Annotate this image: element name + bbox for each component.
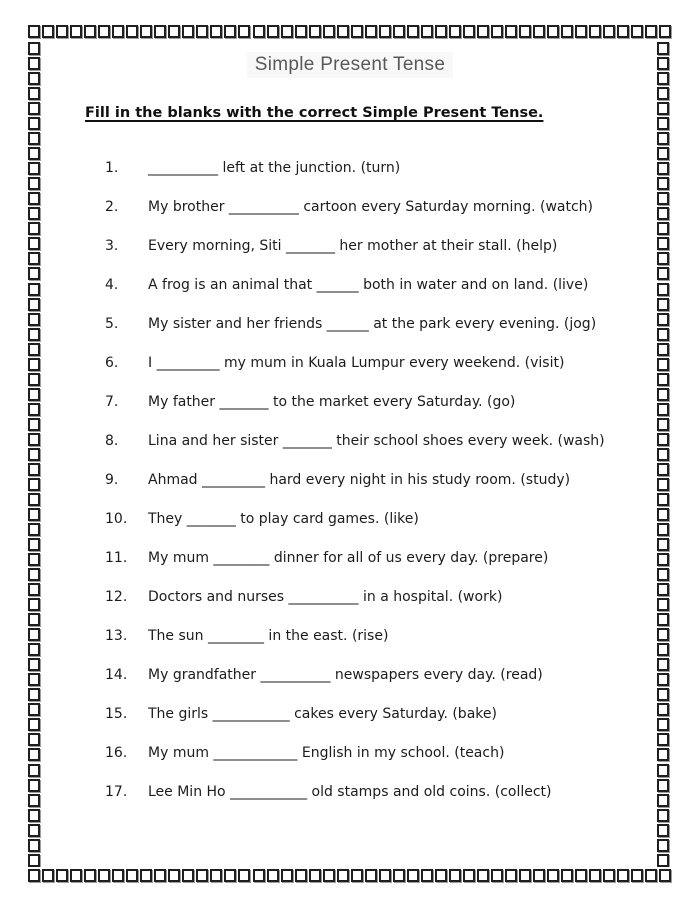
border-square [28, 72, 40, 85]
border-square [140, 25, 152, 38]
border-square [631, 25, 643, 38]
border-square [28, 418, 40, 431]
item-number: 16. [105, 745, 128, 761]
worksheet-item [85, 744, 615, 762]
border-square [657, 463, 669, 476]
worksheet-item [85, 627, 615, 645]
border-square [657, 433, 669, 446]
border-square [28, 463, 40, 476]
border-square [533, 25, 545, 38]
item-number: 13. [105, 628, 128, 644]
border-square [657, 42, 669, 55]
border-square [491, 869, 503, 882]
border-square [657, 764, 669, 777]
border-square [657, 598, 669, 611]
border-square [657, 854, 669, 867]
border-square [70, 25, 82, 38]
border-square [657, 628, 669, 641]
item-text: My mum ____________ English in my school. (teach) [148, 745, 505, 761]
border-square [561, 25, 573, 38]
decorative-border-left [28, 42, 43, 867]
border-square [657, 658, 669, 671]
border-square [477, 869, 489, 882]
border-square [365, 869, 377, 882]
item-number: 9. [105, 472, 119, 488]
border-square [28, 87, 40, 100]
border-square [28, 192, 40, 205]
border-square [657, 673, 669, 686]
border-square [393, 869, 405, 882]
border-square [140, 869, 152, 882]
worksheet-item [85, 471, 615, 489]
border-square [657, 147, 669, 160]
border-square [337, 869, 349, 882]
border-square [28, 779, 40, 792]
border-square [547, 25, 559, 38]
border-square [657, 508, 669, 521]
border-square [28, 628, 40, 641]
decorative-border-bottom [28, 869, 672, 884]
item-text: __________ left at the junction. (turn) [148, 160, 401, 176]
border-square [657, 328, 669, 341]
border-square [28, 358, 40, 371]
border-square [28, 613, 40, 626]
border-square [617, 25, 629, 38]
border-square [463, 25, 475, 38]
border-square [28, 598, 40, 611]
instruction-text: Fill in the blanks with the correct Simple Present Tense. [85, 105, 544, 121]
border-square [631, 869, 643, 882]
border-square [575, 25, 587, 38]
border-square [126, 869, 138, 882]
item-text: A frog is an animal that ______ both in water and on land. (live) [148, 277, 589, 293]
item-number: 7. [105, 394, 119, 410]
border-square [28, 854, 40, 867]
border-square [224, 869, 236, 882]
border-square [28, 658, 40, 671]
border-square [657, 298, 669, 311]
border-square [267, 869, 279, 882]
border-square [657, 252, 669, 265]
border-square [28, 869, 40, 882]
border-square [28, 643, 40, 656]
border-square [657, 102, 669, 115]
border-square [196, 869, 208, 882]
border-square [657, 748, 669, 761]
border-square [28, 478, 40, 491]
border-square [657, 72, 669, 85]
border-square [295, 25, 307, 38]
border-square [491, 25, 503, 38]
border-square [351, 25, 363, 38]
border-square [56, 25, 68, 38]
border-square [421, 869, 433, 882]
border-square [323, 869, 335, 882]
border-square [657, 478, 669, 491]
border-square [657, 523, 669, 536]
border-square [477, 25, 489, 38]
border-square [657, 643, 669, 656]
border-square [84, 869, 96, 882]
border-square [519, 869, 531, 882]
worksheet-item [85, 159, 615, 177]
border-square [547, 869, 559, 882]
border-square [505, 25, 517, 38]
border-square [28, 313, 40, 326]
border-square [617, 869, 629, 882]
border-square [42, 25, 54, 38]
border-square [657, 313, 669, 326]
border-square [28, 207, 40, 220]
border-square [28, 688, 40, 701]
border-square [168, 869, 180, 882]
border-square [657, 794, 669, 807]
border-square [28, 117, 40, 130]
border-square [657, 824, 669, 837]
border-square [28, 373, 40, 386]
item-number: 5. [105, 316, 119, 332]
border-square [28, 177, 40, 190]
worksheet-item [85, 432, 615, 450]
border-square [645, 869, 657, 882]
border-square [28, 42, 40, 55]
border-square [28, 809, 40, 822]
border-square [519, 25, 531, 38]
border-square [210, 25, 222, 38]
border-square [393, 25, 405, 38]
border-square [657, 568, 669, 581]
border-square [154, 25, 166, 38]
worksheet-item [85, 588, 615, 606]
border-square [42, 869, 54, 882]
border-square [28, 343, 40, 356]
border-square [28, 147, 40, 160]
border-square [659, 25, 671, 38]
item-text: The girls ___________ cakes every Saturday. (bake) [148, 706, 497, 722]
worksheet-item [85, 237, 615, 255]
border-square [112, 25, 124, 38]
border-square [28, 538, 40, 551]
border-square [657, 177, 669, 190]
decorative-border-top [28, 25, 672, 40]
border-square [28, 523, 40, 536]
border-square [657, 718, 669, 731]
border-square [657, 613, 669, 626]
item-text: Lina and her sister _______ their school shoes every week. (wash) [148, 433, 605, 449]
border-square [657, 283, 669, 296]
item-text: Ahmad _________ hard every night in his study room. (study) [148, 472, 571, 488]
border-square [28, 448, 40, 461]
item-number: 4. [105, 277, 119, 293]
border-square [589, 25, 601, 38]
border-square [309, 869, 321, 882]
item-number: 14. [105, 667, 128, 683]
item-text: The sun ________ in the east. (rise) [148, 628, 389, 644]
border-square [253, 869, 265, 882]
border-square [267, 25, 279, 38]
border-square [435, 25, 447, 38]
border-square [365, 25, 377, 38]
item-number: 10. [105, 511, 128, 527]
border-square [657, 358, 669, 371]
border-square [603, 869, 615, 882]
border-square [154, 869, 166, 882]
border-square [657, 553, 669, 566]
item-number: 11. [105, 550, 128, 566]
border-square [28, 328, 40, 341]
border-square [337, 25, 349, 38]
worksheet-item [85, 510, 615, 528]
item-number: 1. [105, 160, 119, 176]
border-square [28, 267, 40, 280]
border-square [28, 283, 40, 296]
border-square [28, 508, 40, 521]
border-square [657, 418, 669, 431]
border-square [28, 764, 40, 777]
border-square [28, 25, 40, 38]
border-square [28, 824, 40, 837]
border-square [28, 162, 40, 175]
border-square [28, 493, 40, 506]
border-square [657, 117, 669, 130]
border-square [657, 222, 669, 235]
border-square [28, 583, 40, 596]
border-square [210, 869, 222, 882]
item-text: My mum ________ dinner for all of us every day. (prepare) [148, 550, 549, 566]
border-square [28, 433, 40, 446]
border-square [238, 869, 250, 882]
border-square [28, 748, 40, 761]
border-square [657, 132, 669, 145]
border-square [70, 869, 82, 882]
worksheet-item [85, 783, 615, 801]
border-square [657, 779, 669, 792]
border-square [589, 869, 601, 882]
border-square [28, 673, 40, 686]
border-square [84, 25, 96, 38]
border-square [28, 568, 40, 581]
border-square [323, 25, 335, 38]
question-list [85, 159, 615, 801]
border-square [657, 207, 669, 220]
border-square [435, 869, 447, 882]
border-square [657, 688, 669, 701]
border-square [657, 388, 669, 401]
border-square [253, 25, 265, 38]
item-number: 3. [105, 238, 119, 254]
border-square [28, 222, 40, 235]
item-number: 8. [105, 433, 119, 449]
border-square [281, 869, 293, 882]
border-square [98, 25, 110, 38]
border-square [281, 25, 293, 38]
worksheet-item [85, 549, 615, 567]
border-square [56, 869, 68, 882]
border-square [657, 448, 669, 461]
border-square [449, 25, 461, 38]
border-square [28, 252, 40, 265]
border-square [28, 237, 40, 250]
item-text: Doctors and nurses __________ in a hospital. (work) [148, 589, 503, 605]
border-square [379, 869, 391, 882]
border-square [238, 25, 250, 38]
border-square [657, 162, 669, 175]
border-square [561, 869, 573, 882]
item-text: I _________ my mum in Kuala Lumpur every weekend. (visit) [148, 355, 565, 371]
item-number: 12. [105, 589, 128, 605]
item-text: Every morning, Siti _______ her mother at their stall. (help) [148, 238, 558, 254]
border-square [224, 25, 236, 38]
border-square [28, 57, 40, 70]
border-square [28, 388, 40, 401]
worksheet-item [85, 198, 615, 216]
border-square [603, 25, 615, 38]
worksheet-item [85, 315, 615, 333]
border-square [196, 25, 208, 38]
border-square [28, 553, 40, 566]
border-square [28, 733, 40, 746]
border-square [645, 25, 657, 38]
page-title: Simple Present Tense [247, 52, 453, 78]
border-square [657, 403, 669, 416]
border-square [309, 25, 321, 38]
item-number: 6. [105, 355, 119, 371]
worksheet-content [85, 52, 615, 801]
border-square [657, 703, 669, 716]
border-square [182, 869, 194, 882]
border-square [168, 25, 180, 38]
border-square [112, 869, 124, 882]
item-text: They _______ to play card games. (like) [148, 511, 419, 527]
item-text: My brother __________ cartoon every Saturday morning. (watch) [148, 199, 594, 215]
border-square [657, 839, 669, 852]
border-square [533, 869, 545, 882]
worksheet-item [85, 393, 615, 411]
border-square [126, 25, 138, 38]
border-square [505, 869, 517, 882]
border-square [657, 267, 669, 280]
border-square [379, 25, 391, 38]
item-text: My sister and her friends ______ at the park every evening. (jog) [148, 316, 597, 332]
worksheet-item [85, 705, 615, 723]
border-square [28, 403, 40, 416]
item-text: My father _______ to the market every Saturday. (go) [148, 394, 516, 410]
border-square [657, 373, 669, 386]
border-square [295, 869, 307, 882]
border-square [28, 703, 40, 716]
border-square [98, 869, 110, 882]
border-square [657, 87, 669, 100]
worksheet-item [85, 354, 615, 372]
border-square [407, 869, 419, 882]
border-square [657, 809, 669, 822]
border-square [421, 25, 433, 38]
border-square [657, 192, 669, 205]
worksheet-item [85, 666, 615, 684]
border-square [182, 25, 194, 38]
item-number: 17. [105, 784, 128, 800]
border-square [449, 869, 461, 882]
border-square [657, 733, 669, 746]
border-square [657, 237, 669, 250]
item-number: 15. [105, 706, 128, 722]
border-square [28, 102, 40, 115]
border-square [657, 343, 669, 356]
border-square [657, 57, 669, 70]
decorative-border-right [657, 42, 672, 867]
border-square [575, 869, 587, 882]
border-square [659, 869, 671, 882]
item-text: My grandfather __________ newspapers every day. (read) [148, 667, 543, 683]
item-number: 2. [105, 199, 119, 215]
border-square [657, 493, 669, 506]
border-square [28, 298, 40, 311]
border-square [28, 718, 40, 731]
border-square [657, 583, 669, 596]
worksheet-item [85, 276, 615, 294]
item-text: Lee Min Ho ___________ old stamps and old coins. (collect) [148, 784, 552, 800]
border-square [28, 132, 40, 145]
border-square [28, 839, 40, 852]
border-square [28, 794, 40, 807]
border-square [407, 25, 419, 38]
border-square [657, 538, 669, 551]
border-square [463, 869, 475, 882]
border-square [351, 869, 363, 882]
